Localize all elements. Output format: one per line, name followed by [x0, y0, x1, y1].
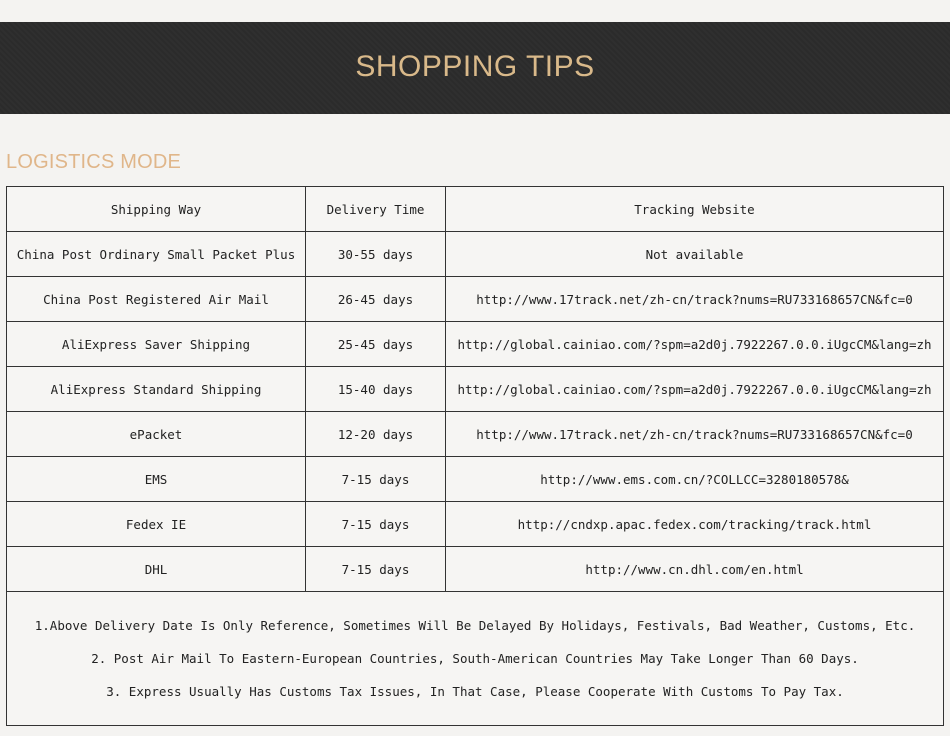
- table-row: [7, 412, 944, 457]
- header-delivery-time: Delivery Time: [306, 187, 446, 232]
- shipping-way-cell: AliExpress Saver Shipping: [7, 322, 306, 367]
- delivery-time-cell: 30-55 days: [306, 232, 446, 277]
- shipping-way-cell: AliExpress Standard Shipping: [7, 367, 306, 412]
- shipping-way-cell: Fedex IE: [7, 502, 306, 547]
- tracking-website-cell: http://www.17track.net/zh-cn/track?nums=RU733168657CN&fc=0: [446, 277, 944, 322]
- header-tracking-website: Tracking Website: [446, 187, 944, 232]
- tracking-website-cell: http://www.17track.net/zh-cn/track?nums=RU733168657CN&fc=0: [446, 412, 944, 457]
- shipping-way-cell: China Post Ordinary Small Packet Plus: [7, 232, 306, 277]
- notes-row: [7, 592, 944, 726]
- table-row: [7, 457, 944, 502]
- table-row: [7, 502, 944, 547]
- shipping-way-cell: DHL: [7, 547, 306, 592]
- shipping-way-cell: ePacket: [7, 412, 306, 457]
- tracking-website-cell: http://global.cainiao.com/?spm=a2d0j.7922267.0.0.iUgcCM&lang=zh: [446, 322, 944, 367]
- table-row: [7, 232, 944, 277]
- note-line: 2. Post Air Mail To Eastern-European Countries, South-American Countries May Take Longer Than 60 Days.: [91, 651, 859, 666]
- delivery-time-cell: 7-15 days: [306, 457, 446, 502]
- shipping-way-cell: EMS: [7, 457, 306, 502]
- table-row: [7, 367, 944, 412]
- table-header-row: [7, 187, 944, 232]
- section-title: LOGISTICS MODE: [6, 151, 182, 173]
- logistics-table: [6, 186, 944, 726]
- delivery-time-cell: 12-20 days: [306, 412, 446, 457]
- tracking-website-cell: http://global.cainiao.com/?spm=a2d0j.7922267.0.0.iUgcCM&lang=zh: [446, 367, 944, 412]
- table-row: [7, 277, 944, 322]
- table-row: [7, 322, 944, 367]
- delivery-time-cell: 25-45 days: [306, 322, 446, 367]
- tracking-website-cell: Not available: [446, 232, 944, 277]
- delivery-time-cell: 15-40 days: [306, 367, 446, 412]
- note-line: 3. Express Usually Has Customs Tax Issues, In That Case, Please Cooperate With Customs To Pay Tax.: [106, 684, 844, 699]
- table-row: [7, 547, 944, 592]
- shipping-way-cell: China Post Registered Air Mail: [7, 277, 306, 322]
- notes-cell: [7, 592, 944, 726]
- tracking-website-cell: http://www.cn.dhl.com/en.html: [446, 547, 944, 592]
- delivery-time-cell: 7-15 days: [306, 502, 446, 547]
- tracking-website-cell: http://www.ems.com.cn/?COLLCC=3280180578&: [446, 457, 944, 502]
- delivery-time-cell: 26-45 days: [306, 277, 446, 322]
- note-line: 1.Above Delivery Date Is Only Reference, Sometimes Will Be Delayed By Holidays, Festivals, Bad Weather, Customs, Etc.: [34, 618, 916, 633]
- header-shipping-way: Shipping Way: [7, 187, 306, 232]
- delivery-time-cell: 7-15 days: [306, 547, 446, 592]
- page-title: SHOPPING TIPS: [355, 50, 595, 83]
- tracking-website-cell: http://cndxp.apac.fedex.com/tracking/track.html: [446, 502, 944, 547]
- header-banner: [0, 22, 950, 114]
